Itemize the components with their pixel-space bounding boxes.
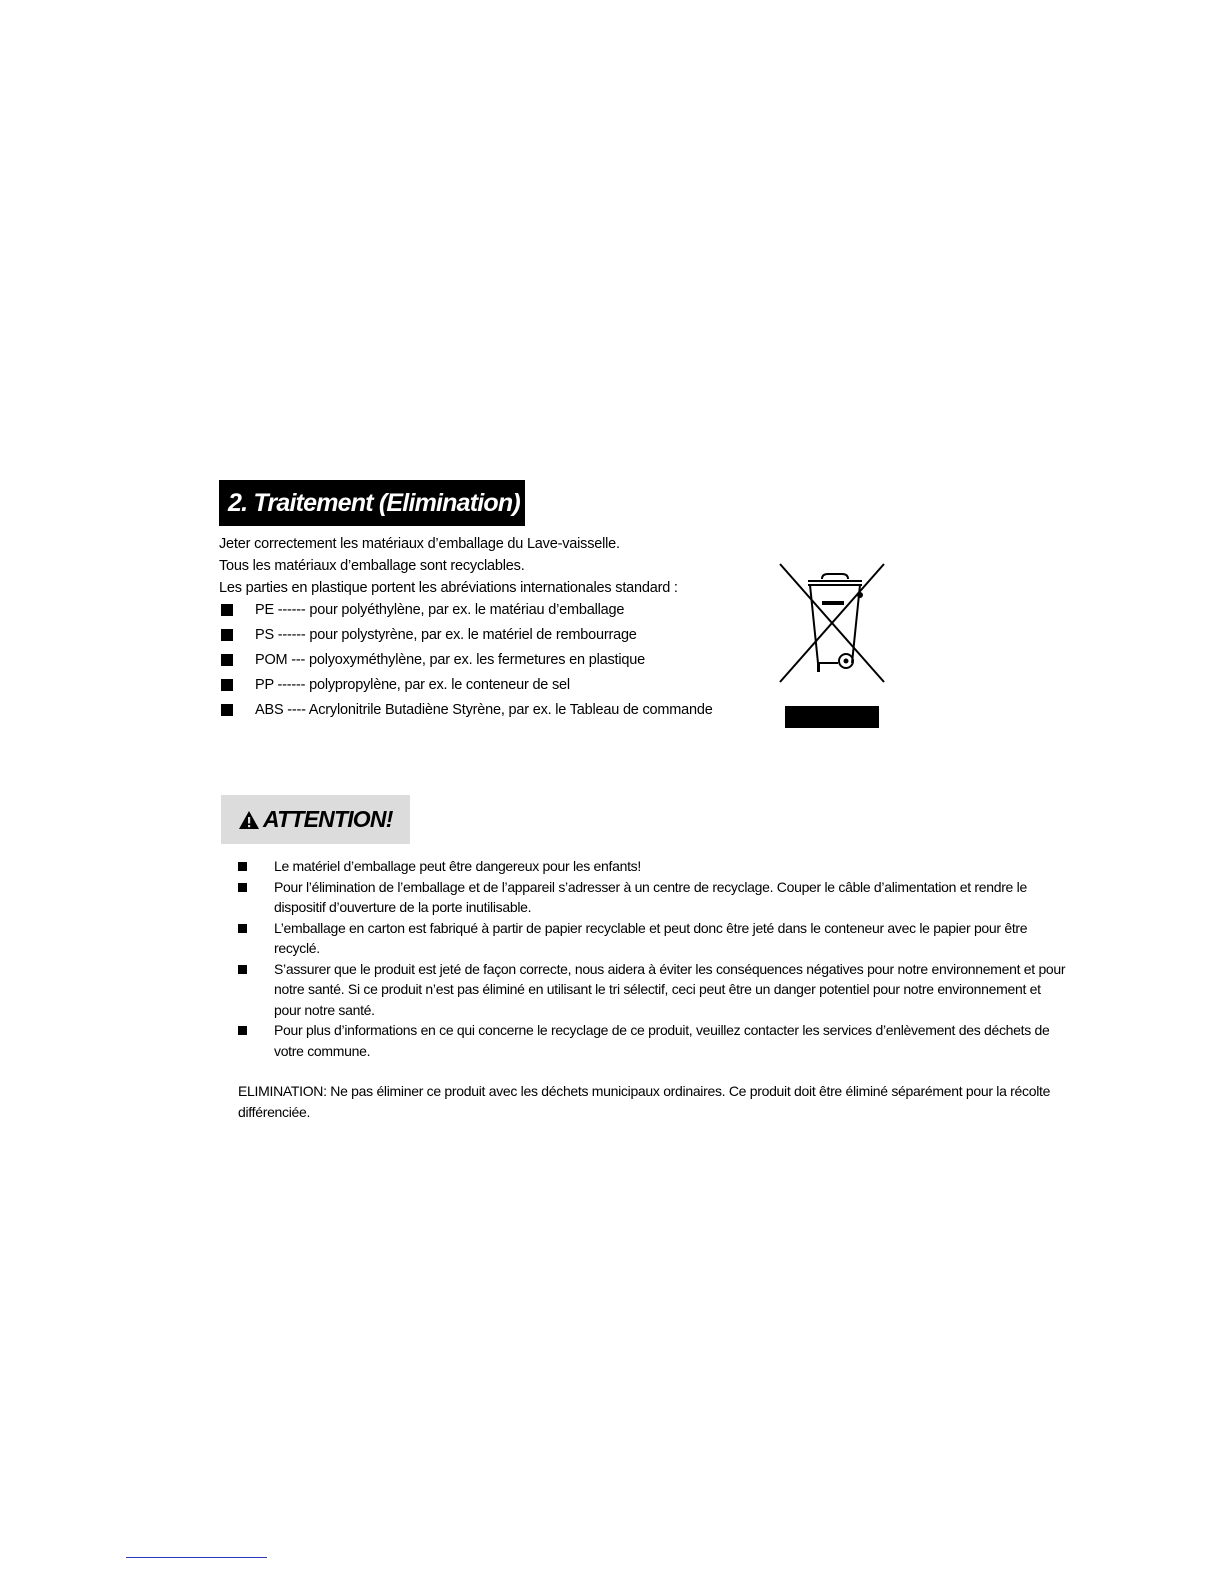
square-bullet-icon <box>221 679 233 691</box>
warning-text: Pour l’élimination de l’emballage et de l’appareil s’adresser à un centre de recyclage. Couper le câble d’alimentation et rendre le dispositif d’ouverture de la porte inutilisable. <box>274 878 1027 915</box>
list-item <box>238 959 1068 1021</box>
list-item <box>238 877 1068 918</box>
warning-text: Pour plus d’informations en ce qui concerne le recyclage de ce produit, veuillez contacter les services d’enlèvement des déchets de votre commune. <box>274 1022 1050 1059</box>
square-bullet-icon <box>221 704 233 716</box>
square-bullet-icon <box>221 604 233 616</box>
list-item <box>221 597 713 622</box>
plastic-text: PS ------ pour polystyrène, par ex. le matériel de rembourrage <box>255 626 637 643</box>
intro-line: Jeter correctement les matériaux d’emballage du Lave-vaisselle. <box>219 536 620 552</box>
plastics-list <box>221 597 713 722</box>
list-item <box>221 647 713 672</box>
square-bullet-icon <box>238 1026 247 1035</box>
intro-text <box>219 533 678 599</box>
square-bullet-icon <box>238 965 247 974</box>
square-bullet-icon <box>238 883 247 892</box>
intro-line: Les parties en plastique portent les abréviations internationales standard : <box>219 580 678 596</box>
section-title-box <box>219 480 525 526</box>
intro-line: Tous les matériaux d’emballage sont recyclables. <box>219 558 525 574</box>
elimination-note: ELIMINATION: Ne pas éliminer ce produit avec les déchets municipaux ordinaires. Ce produit doit être éliminé séparément pour la récolte différenciée. <box>238 1083 1051 1120</box>
list-item <box>221 622 713 647</box>
square-bullet-icon <box>238 924 247 933</box>
list-item <box>221 672 713 697</box>
crossed-out-bin-icon <box>778 562 886 684</box>
warning-text: S’assurer que le produit est jeté de façon correcte, nous aidera à éviter les conséquences négatives pour notre environnement et pour notre santé. Si ce produit n’est pas éliminé en utilisant le tri sélectif, ceci peut être un danger potentiel pour notre environnement et pour notre santé. <box>274 960 1066 1018</box>
warning-text: Le matériel d’emballage peut être dangereux pour les enfants! <box>274 858 641 874</box>
square-bullet-icon <box>238 862 247 871</box>
plastic-text: ABS ---- Acrylonitrile Butadiène Styrène, par ex. le Tableau de commande <box>255 701 713 718</box>
section-title: 2. Traitement (Elimination) <box>228 488 520 517</box>
list-item <box>238 1020 1068 1061</box>
plastic-text: POM --- polyoxyméthylène, par ex. les fermetures en plastique <box>255 651 645 668</box>
list-item <box>238 856 1068 877</box>
square-bullet-icon <box>221 654 233 666</box>
attention-title: ATTENTION! <box>263 806 393 832</box>
bin-underline-bar <box>785 706 879 728</box>
warning-triangle-icon <box>238 810 260 830</box>
warnings-list <box>238 856 1068 1061</box>
list-item <box>238 918 1068 959</box>
plastic-text: PE ------ pour polyéthylène, par ex. le matériau d’emballage <box>255 601 625 618</box>
square-bullet-icon <box>221 629 233 641</box>
warning-text: L’emballage en carton est fabriqué à partir de papier recyclable et peut donc être jeté dans le conteneur avec le papier pour être recyclé. <box>274 919 1028 956</box>
attention-box <box>221 795 410 844</box>
list-item <box>221 697 713 722</box>
plastic-text: PP ------ polypropylène, par ex. le conteneur de sel <box>255 676 570 693</box>
footer-divider <box>126 1557 267 1558</box>
